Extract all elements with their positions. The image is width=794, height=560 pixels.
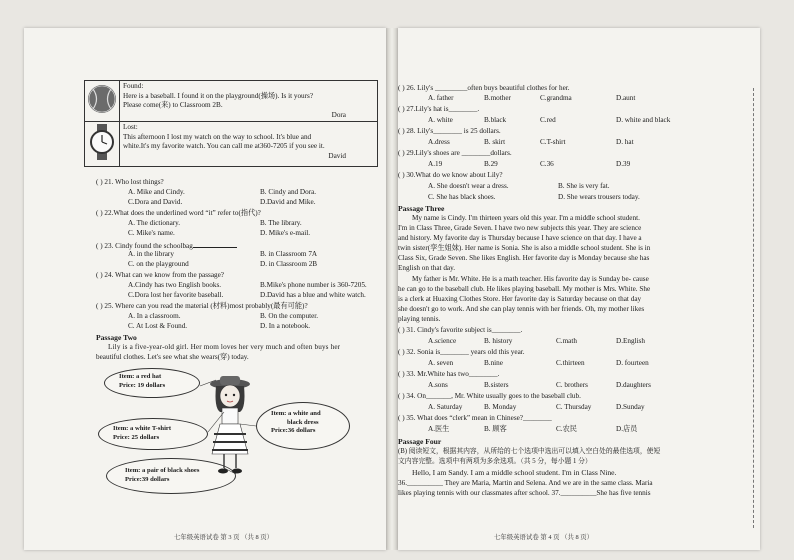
option-c: C.36 — [540, 160, 554, 168]
passage-three-line: he can go to the baseball club. He likes playing baseball. My mother is Mrs. White. She — [398, 285, 651, 293]
passage-four-line: 36.__________ They are Maria, Martin and Selena. And we are in the same class. Maria — [398, 479, 653, 487]
option-c: C.Dora and David. — [128, 198, 183, 206]
option-a: A.19 — [428, 160, 443, 168]
question-34: ( ) 34. On_______, Mr. White usually goes to the baseball club. — [398, 392, 581, 400]
passage-two-text: beautiful clothes. Let's see what she wears(穿) today. — [96, 353, 249, 361]
option-d: D. hat — [616, 138, 634, 146]
passage-two-title: Passage Two — [96, 333, 137, 342]
page-footer: 七年级英语试卷 第 4 页 （共 8 页） — [494, 534, 594, 541]
passage-four-line: likes playing tennis with our classmates after school. 37.__________She has five tennis — [398, 489, 651, 497]
option-a: A. In a classroom. — [128, 312, 181, 320]
question-26: ( ) 26. Lily's _________often buys beautiful clothes for her. — [398, 84, 570, 92]
option-a: A. father — [428, 94, 454, 102]
option-d: D.daughters — [616, 381, 651, 389]
option-c: C.农民 — [556, 425, 577, 433]
passage-three-line: English on that day. — [398, 264, 456, 272]
option-b: B. history — [484, 337, 513, 345]
passage-three-line: playing tennis. — [398, 315, 441, 323]
item-label: Item: a red hat — [119, 373, 162, 380]
passage-three-line: is a clerk at Huaxing Clothes Store. Her favorite day is Saturday because on that day — [398, 295, 642, 303]
option-a: A.dress — [428, 138, 450, 146]
option-c: C.T-shirt — [540, 138, 566, 146]
option-a: A. seven — [428, 359, 454, 367]
left-page — [24, 28, 386, 550]
option-a: A.医生 — [428, 425, 450, 433]
option-a: A.sons — [428, 381, 448, 389]
option-d: D.David and Mike. — [260, 198, 316, 206]
right-page — [398, 28, 760, 550]
question-33: ( ) 33. Mr.White has two________. — [398, 370, 500, 378]
option-b: B. Cindy and Dora. — [260, 188, 317, 196]
option-b: B.mother — [484, 94, 511, 102]
option-c: C.red — [540, 116, 556, 124]
option-a: A.science — [428, 337, 457, 345]
item-price: Price: 19 dollars — [119, 381, 166, 389]
option-d: D.aunt — [616, 94, 636, 102]
question-30: ( ) 30.What do we know about Lily? — [398, 171, 503, 179]
question-29: ( ) 29.Lily's shoes are ________dollars. — [398, 149, 512, 157]
option-b: B.29 — [484, 160, 498, 168]
option-b: B. The library. — [260, 219, 302, 227]
notice-label: Found: — [123, 82, 144, 90]
item-label: Item: a pair of black shoes — [125, 467, 200, 474]
option-a: A. Mike and Cindy. — [128, 188, 185, 196]
notice-signature: Dora — [331, 110, 346, 119]
option-c: C. At Lost & Found. — [128, 322, 188, 330]
question-22: ( ) 22.What does the underlined word “it” refer to(指代)? — [96, 209, 261, 217]
question-21: ( ) 21. Who lost things? — [96, 178, 164, 186]
notice-body: Here is a baseball. I found it on the playground(操场). Is it yours? — [123, 91, 314, 100]
option-b: B. 顾客 — [484, 425, 507, 433]
question-23-text: ( ) 23. Cindy found the schoolbag — [96, 242, 193, 250]
notice-body: Please come(来) to Classroom 2B. — [123, 101, 223, 109]
notice-body: This afternoon I lost my watch on the way to school. It's blue and — [123, 132, 312, 141]
option-d: D.English — [616, 337, 645, 345]
option-b: B. skirt — [484, 138, 506, 146]
option-b: B. in Classroom 7A — [260, 250, 318, 258]
passage-three-line: My father is Mr. White. He is a math teacher. His favorite day is Sunday be- cause — [412, 275, 649, 283]
option-a: A. white — [428, 116, 453, 124]
option-c: C. Mike's name. — [128, 229, 175, 237]
passage-three-line: Class Six, Grade Seven. She likes English. Her favorite day is Monday because she has — [398, 254, 650, 262]
option-a: A. in the library — [128, 250, 174, 258]
question-27: ( ) 27.Lily's hat is________. — [398, 105, 480, 113]
option-b: B. On the computer. — [260, 312, 319, 320]
question-31: ( ) 31. Cindy's favorite subject is________. — [398, 326, 523, 334]
option-a: A.Cindy has two English books. — [128, 281, 222, 289]
passage-three-title: Passage Three — [398, 204, 445, 213]
page-footer: 七年级英语试卷 第 3 页 （共 8 页） — [174, 534, 274, 541]
binding-margin — [753, 88, 756, 528]
option-c: C. Thursday — [556, 403, 592, 411]
question-24: ( ) 24. What can we know from the passage? — [96, 271, 224, 279]
item-label: Item: a white T-shirt — [113, 425, 172, 432]
passage-four-title: Passage Four — [398, 437, 442, 446]
item-price: Price: 25 dollars — [113, 433, 160, 441]
option-c: C. on the playground — [128, 260, 189, 268]
notice-body: white.It's my favorite watch. You can call me at360-7205 if you see it. — [123, 142, 325, 150]
notice-label: Lost: — [123, 123, 138, 131]
option-c: C.math — [556, 337, 577, 345]
option-b: B.nine — [484, 359, 503, 367]
item-label: Item: a white and — [271, 410, 321, 417]
question-28: ( ) 28. Lily's________ is 25 dollars. — [398, 127, 501, 135]
option-d: D. She wears trousers today. — [558, 193, 640, 201]
option-b: B.Mike's phone number is 360-7205. — [260, 281, 367, 289]
option-d: D. in Classroom 2B — [260, 260, 318, 268]
passage-four-instructions: 文内容完整。选项中有两项为多余选项。（共 5 分，每小题 1 分） — [398, 458, 592, 465]
option-a: A. The dictionary. — [128, 219, 181, 227]
option-d: D. fourteen — [616, 359, 649, 367]
option-b: B.black — [484, 116, 507, 124]
item-label: black dress — [287, 418, 319, 426]
option-c: C. brothers — [556, 381, 588, 389]
item-price: Price:39 dollars — [125, 475, 170, 483]
connector-lines — [24, 28, 386, 550]
option-d: D.店员 — [616, 425, 638, 433]
option-c: C.Dora lost her favorite baseball. — [128, 291, 224, 299]
option-b: B. Monday — [484, 403, 517, 411]
option-d: D. Mike's e-mail. — [260, 229, 311, 237]
item-price: Price:36 dollars — [271, 427, 316, 434]
option-d: D. In a notebook. — [260, 322, 311, 330]
option-d: D.David has a blue and white watch. — [260, 291, 366, 299]
option-d: D.39 — [616, 160, 631, 168]
passage-three-line: My name is Cindy. I'm thirteen years old this year. I'm a middle school student. — [412, 214, 640, 222]
option-b: B. She is very fat. — [558, 182, 610, 190]
option-d: D. white and black — [616, 116, 671, 124]
option-b: B.sisters — [484, 381, 509, 389]
option-a: A. Saturday — [428, 403, 463, 411]
option-c: C.grandma — [540, 94, 572, 102]
passage-four-instructions: (B) 阅读短文，根据其内容，从所给的七个选项中选出可以填入空白处的最佳选项，使短 — [398, 448, 661, 455]
passage-three-line: and history. My favorite day is Thursday because I have science on that day. I have a — [398, 234, 642, 242]
question-25: ( ) 25. Where can you read the material (材料)most probably(最有可能)? — [96, 302, 308, 310]
option-c: C. She has black shoes. — [428, 193, 496, 201]
passage-two-text: Lily is a five-year-old girl. Her mom loves her very much and often buys her — [108, 343, 341, 351]
option-c: C.thirteen — [556, 359, 585, 367]
option-a: A. She doesn't wear a dress. — [428, 182, 509, 190]
question-35: ( ) 35. What does “clerk” mean in Chinese?________ — [398, 414, 552, 422]
notice-signature: David — [328, 151, 346, 160]
passage-four-line: Hello, I am Sandy. I am a middle school student. I'm in Class Nine. — [412, 468, 617, 477]
book-gutter — [386, 28, 398, 550]
passage-three-line: I'm in Class Three, Grade Seven. I have two new subjects this year. They are science — [398, 224, 642, 232]
option-d: D.Sunday — [616, 403, 645, 411]
passage-three-line: she doesn't go to work. And she can play tennis with her friends. Oh, my mother likes — [398, 305, 645, 313]
question-32: ( ) 32. Sonia is________ years old this year. — [398, 348, 525, 356]
passage-three-line: twin sister(孪生姐妹). Her name is Sonia. She is also a middle school student. She is in — [398, 244, 651, 252]
